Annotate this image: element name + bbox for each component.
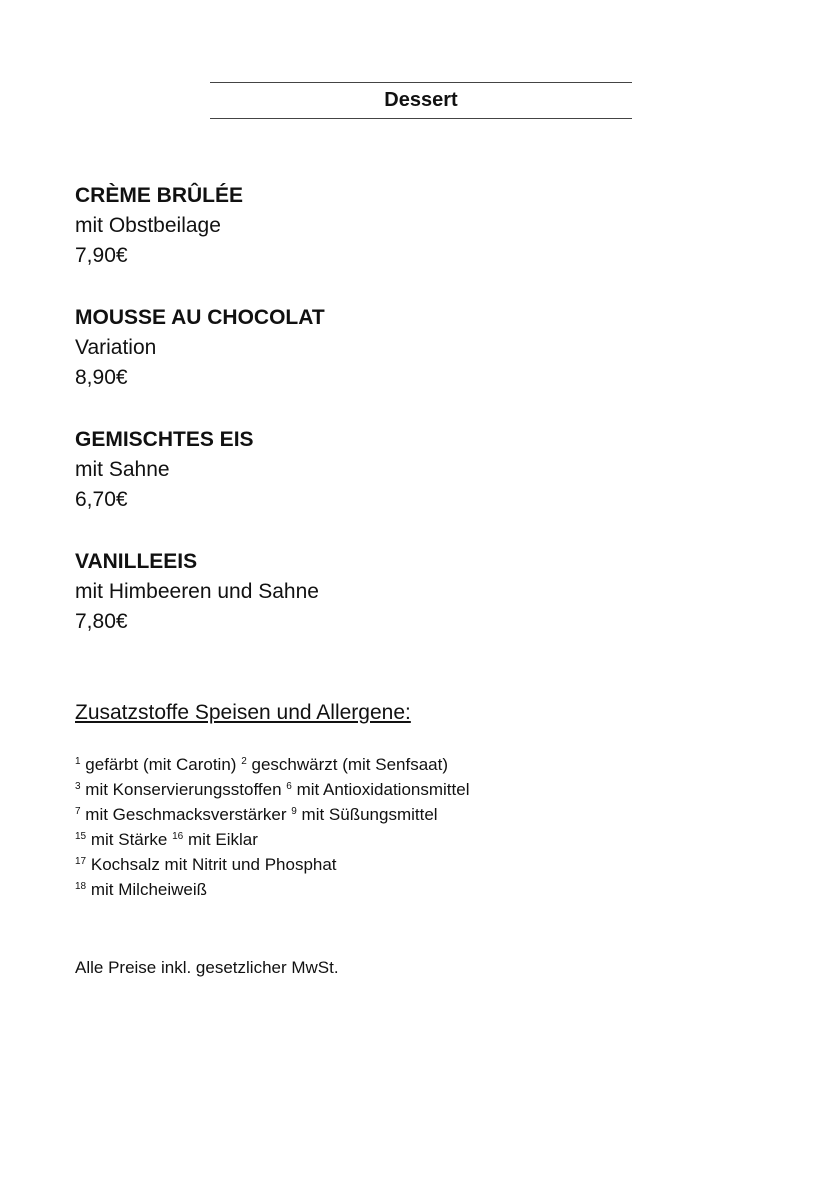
menu-item xyxy=(75,303,775,393)
allergen-number: 7 xyxy=(75,806,81,817)
allergen-line xyxy=(75,752,775,777)
allergen-text: mit Eiklar xyxy=(187,830,258,849)
allergen-number: 3 xyxy=(75,781,81,792)
allergen-number: 2 xyxy=(241,756,247,767)
allergen-number: 18 xyxy=(75,881,87,892)
item-description: mit Himbeeren und Sahne xyxy=(75,580,319,603)
allergen-number: 6 xyxy=(286,781,292,792)
dessert-menu xyxy=(75,181,775,669)
allergen-text: mit Antioxidationsmittel xyxy=(296,780,470,799)
item-description: mit Sahne xyxy=(75,458,170,481)
item-name: VANILLEEIS xyxy=(75,550,198,573)
allergen-text: mit Stärke xyxy=(90,830,168,849)
item-name: CRÈME BRÛLÉE xyxy=(75,184,244,207)
item-price: 7,90€ xyxy=(75,244,128,267)
allergen-text: geschwärzt (mit Senfsaat) xyxy=(251,755,449,774)
allergen-text: mit Geschmacksverstärker xyxy=(85,805,287,824)
item-price: 7,80€ xyxy=(75,610,128,633)
price-note: Alle Preise inkl. gesetzlicher MwSt. xyxy=(75,958,339,977)
allergen-line xyxy=(75,852,775,877)
allergen-line xyxy=(75,877,775,902)
allergen-text: mit Milcheiweiß xyxy=(90,880,208,899)
item-description: Variation xyxy=(75,336,157,359)
allergen-number: 15 xyxy=(75,831,87,842)
allergen-text: Kochsalz mit Nitrit und Phosphat xyxy=(90,855,337,874)
allergen-line xyxy=(75,777,775,802)
allergen-line xyxy=(75,827,775,852)
allergen-text: mit Süßungsmittel xyxy=(301,805,438,824)
page-header xyxy=(210,82,632,119)
allergen-list xyxy=(75,752,775,902)
menu-item xyxy=(75,547,775,637)
page-title: Dessert xyxy=(384,89,458,111)
item-name: GEMISCHTES EIS xyxy=(75,428,254,451)
allergen-heading: Zusatzstoffe Speisen und Allergene: xyxy=(75,701,411,724)
allergen-number: 16 xyxy=(172,831,184,842)
allergen-number: 17 xyxy=(75,856,87,867)
menu-item xyxy=(75,181,775,271)
allergen-text: gefärbt (mit Carotin) xyxy=(85,755,237,774)
allergen-line xyxy=(75,802,775,827)
menu-item xyxy=(75,425,775,515)
item-name: MOUSSE AU CHOCOLAT xyxy=(75,306,325,329)
item-price: 8,90€ xyxy=(75,366,128,389)
allergen-text: mit Konservierungsstoffen xyxy=(85,780,282,799)
allergen-number: 1 xyxy=(75,756,81,767)
item-description: mit Obstbeilage xyxy=(75,214,221,237)
allergen-number: 9 xyxy=(291,806,297,817)
item-price: 6,70€ xyxy=(75,488,128,511)
